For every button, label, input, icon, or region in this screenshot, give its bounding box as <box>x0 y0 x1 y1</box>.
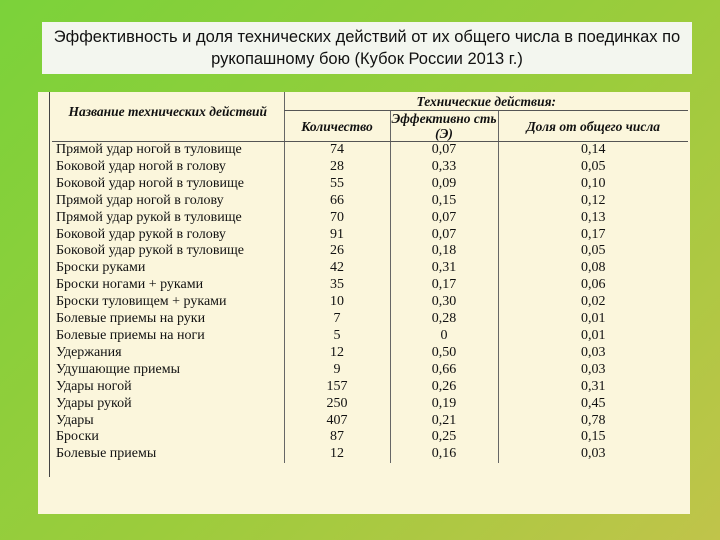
cell-share: 0,03 <box>498 345 688 362</box>
cell-efficiency: 0,19 <box>390 396 498 413</box>
cell-share: 0,31 <box>498 379 688 396</box>
header-count: Количество <box>284 111 390 142</box>
cell-efficiency: 0,18 <box>390 243 498 260</box>
cell-name: Боковой удар рукой в голову <box>56 226 226 242</box>
table-row <box>52 277 688 294</box>
cell-share: 0,15 <box>498 429 688 446</box>
cell-name: Удержания <box>56 344 122 360</box>
header-group: Технические действия: <box>284 92 688 111</box>
cell-count: 157 <box>284 379 390 396</box>
cell-share: 0,14 <box>498 142 688 159</box>
table-row <box>52 193 688 210</box>
cell-share: 0,05 <box>498 243 688 260</box>
cell-share: 0,45 <box>498 396 688 413</box>
cell-name: Броски ногами + руками <box>56 277 204 293</box>
cell-name: Удары <box>56 412 94 428</box>
table-row <box>52 413 688 430</box>
cell-name: Броски туловищем + руками <box>56 294 227 310</box>
table-row <box>52 345 688 362</box>
cell-share: 0,01 <box>498 328 688 345</box>
cell-name: Боковой удар рукой в туловище <box>56 243 245 259</box>
cell-name: Боковой удар ногой в голову <box>56 158 226 174</box>
table-row <box>52 176 688 193</box>
cell-count: 407 <box>284 413 390 430</box>
cell-efficiency: 0,30 <box>390 294 498 311</box>
cell-efficiency: 0,07 <box>390 227 498 244</box>
table-row <box>52 243 688 260</box>
cell-name: Удары ногой <box>56 378 132 394</box>
cell-efficiency: 0,26 <box>390 379 498 396</box>
cell-share: 0,01 <box>498 311 688 328</box>
table-row <box>52 227 688 244</box>
cell-efficiency: 0,28 <box>390 311 498 328</box>
cell-count: 70 <box>284 210 390 227</box>
cell-share: 0,17 <box>498 227 688 244</box>
cell-name: Прямой удар ногой в голову <box>56 192 224 208</box>
table-row <box>52 396 688 413</box>
cell-count: 42 <box>284 260 390 277</box>
cell-efficiency: 0 <box>390 328 498 345</box>
cell-count: 55 <box>284 176 390 193</box>
cell-name: Броски руками <box>56 260 146 276</box>
cell-efficiency: 0,31 <box>390 260 498 277</box>
cell-count: 87 <box>284 429 390 446</box>
cell-count: 35 <box>284 277 390 294</box>
cell-efficiency: 0,09 <box>390 176 498 193</box>
cell-share: 0,03 <box>498 446 688 463</box>
cell-name: Удушающие приемы <box>56 361 180 377</box>
header-name: Название технических действий <box>52 92 284 142</box>
technical-actions-table <box>52 92 688 463</box>
cell-efficiency: 0,17 <box>390 277 498 294</box>
cell-name: Удары рукой <box>56 395 132 411</box>
cell-efficiency: 0,07 <box>390 210 498 227</box>
cell-share: 0,10 <box>498 176 688 193</box>
cell-count: 5 <box>284 328 390 345</box>
header-share: Доля от общего числа <box>498 111 688 142</box>
cell-efficiency: 0,66 <box>390 362 498 379</box>
cell-share: 0,12 <box>498 193 688 210</box>
cell-efficiency: 0,50 <box>390 345 498 362</box>
cell-count: 28 <box>284 159 390 176</box>
cell-count: 66 <box>284 193 390 210</box>
cell-efficiency: 0,25 <box>390 429 498 446</box>
cell-share: 0,05 <box>498 159 688 176</box>
cell-count: 91 <box>284 227 390 244</box>
cell-count: 10 <box>284 294 390 311</box>
cell-name: Болевые приемы <box>56 446 157 462</box>
cell-share: 0,78 <box>498 413 688 430</box>
cell-name: Боковой удар ногой в туловище <box>56 175 244 191</box>
cell-count: 74 <box>284 142 390 159</box>
cell-efficiency: 0,07 <box>390 142 498 159</box>
cell-count: 12 <box>284 446 390 463</box>
cell-share: 0,13 <box>498 210 688 227</box>
table-row <box>52 260 688 277</box>
table-row <box>52 294 688 311</box>
table-row <box>52 379 688 396</box>
cell-efficiency: 0,21 <box>390 413 498 430</box>
slide-title <box>42 22 692 74</box>
cell-count: 7 <box>284 311 390 328</box>
table-row <box>52 362 688 379</box>
table-row <box>52 159 688 176</box>
cell-name: Прямой удар рукой в туловище <box>56 209 242 225</box>
cell-name: Болевые приемы на руки <box>56 311 206 327</box>
cell-name: Болевые приемы на ноги <box>56 327 205 343</box>
cell-share: 0,02 <box>498 294 688 311</box>
cell-count: 26 <box>284 243 390 260</box>
cell-efficiency: 0,15 <box>390 193 498 210</box>
cell-name: Броски <box>56 429 99 445</box>
table-left-border <box>49 92 50 477</box>
cell-count: 12 <box>284 345 390 362</box>
cell-share: 0,08 <box>498 260 688 277</box>
scanned-table-image <box>38 92 690 514</box>
cell-share: 0,03 <box>498 362 688 379</box>
table-row <box>52 429 688 446</box>
cell-efficiency: 0,16 <box>390 446 498 463</box>
slide-title-text: Эффективность и доля технических действий от их общего числа в поединках по рукопашному бою (Кубок России 2013 г.) <box>53 28 681 68</box>
table-row <box>52 328 688 345</box>
cell-name: Прямой удар ногой в туловище <box>56 142 242 157</box>
table-row <box>52 210 688 227</box>
cell-count: 250 <box>284 396 390 413</box>
header-efficiency: Эффективно сть (Э) <box>391 111 497 141</box>
cell-count: 9 <box>284 362 390 379</box>
cell-efficiency: 0,33 <box>390 159 498 176</box>
cell-share: 0,06 <box>498 277 688 294</box>
table-row <box>52 446 688 463</box>
table-row <box>52 142 688 159</box>
table-row <box>52 311 688 328</box>
